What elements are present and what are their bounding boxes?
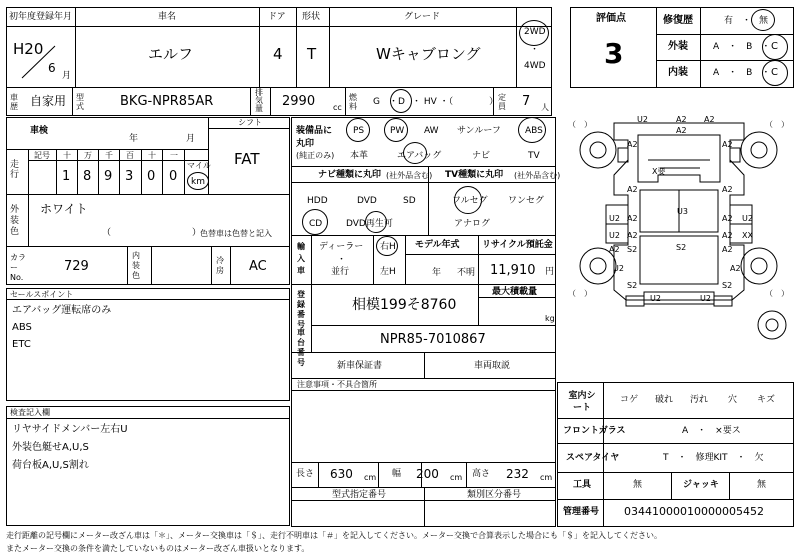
diag-mark-26: U2 [650, 294, 661, 303]
max-load-kg: kg [545, 314, 555, 323]
sales-point-label: セールスポイント [10, 290, 74, 299]
score-label: 評価点 [596, 13, 626, 24]
model-label: 型式 [76, 93, 84, 111]
diagram-paren-4: （ ） [765, 289, 789, 298]
warranty-manual: 車両取説 [474, 361, 511, 371]
diag-mark-20: A2 [609, 245, 620, 254]
import-parallel: 並行 [331, 267, 350, 277]
color-label: 外装色 [10, 205, 20, 237]
tv-label: TV種類に丸印 [445, 170, 504, 180]
mileage-digit-1: 1 [62, 169, 71, 184]
use-value: 自家用 [30, 94, 67, 108]
footer-note-1: 走行距離の記号欄にメーター改ざん車は「＊」、メーター交換車は「＄」、走行不明車は「＃」を記入してください。メーター交換で合算表示した場合にも「＄」を記入してください。 [6, 531, 662, 540]
diag-mark-18: A2 [722, 245, 733, 254]
recycle-value: 11,910 [490, 263, 536, 278]
interior-selected-circle [762, 60, 788, 86]
equip-airbag-circle [403, 142, 427, 164]
exterior-selected-circle [762, 34, 788, 60]
car-name-value: エルフ [148, 45, 194, 63]
import-label: 輸入車 [297, 242, 305, 275]
equip-aw: AW [424, 126, 439, 136]
grade-value: Wキャブロング [376, 45, 481, 63]
inspection-label: 車検 [30, 126, 49, 136]
diag-mark-5: A2 [627, 140, 638, 149]
first-reg-month-unit: 月 [62, 71, 72, 81]
interior-sheet-ana: 穴 [728, 395, 738, 405]
mileage-digit-4: 3 [125, 169, 134, 184]
capacity-unit: 人 [541, 103, 549, 112]
mileage-mile: マイル [187, 161, 211, 170]
fuel-d: D [398, 97, 405, 107]
shape-label: 形状 [302, 12, 321, 22]
displacement-value: 2990 [282, 94, 316, 109]
diag-mark-13: U2 [742, 214, 753, 223]
interior-sheet-kizu: キズ [757, 395, 775, 405]
exterior-options: A ・ B ・ [713, 42, 771, 52]
diag-mark-8: A2 [722, 185, 733, 194]
inspector-item-3: 荷台板A,U,S割れ [12, 460, 89, 471]
mileage-digit-label-6: 一 [170, 151, 178, 160]
car-name-label: 車名 [158, 12, 177, 22]
navi-dvd: DVD [357, 196, 377, 206]
navi-label: ナビ種類に丸印 [318, 170, 382, 180]
tv-analog: アナログ [454, 219, 491, 229]
exterior-label: 外装 [668, 41, 688, 52]
drive-4wd: 4WD [524, 61, 546, 71]
diagram-paren-3: （ ） [568, 289, 592, 298]
recycle-label: リサイクル預託金 [482, 240, 553, 250]
diag-mark-3: A2 [704, 115, 715, 124]
diag-mark-27: U2 [700, 294, 711, 303]
color-value: ホワイト [40, 202, 88, 216]
inspection-year: 年 [129, 134, 139, 144]
diag-mark-7: A2 [627, 185, 638, 194]
mileage-digit-label-4: 百 [126, 151, 134, 160]
fuel-selected-circle [390, 89, 412, 113]
ac-value: AC [249, 259, 267, 274]
doors-label: ドア [268, 12, 286, 22]
navi-sublabel: (社外品含む) [386, 171, 433, 180]
front-glass-value: A ・ ×要ス [682, 426, 741, 436]
diag-mark-16: A2 [722, 231, 733, 240]
warranty-new-car: 新車保証書 [337, 361, 383, 371]
diagram-paren-1: （ ） [568, 120, 592, 129]
interior-sheet-yogore: 汚れ [690, 395, 709, 405]
grade-label: グレード [404, 12, 441, 22]
equip-pw-circle [384, 118, 408, 142]
equip-ps-circle [346, 118, 370, 142]
diag-mark-2: A2 [676, 115, 687, 124]
navi-cd: CD [309, 219, 323, 229]
registration-value: 相模199そ8760 [352, 297, 457, 313]
equip-sunroof: サンルーフ [457, 126, 501, 136]
spare-tire-value: T ・ 修理KIT ・ 欠 [663, 453, 764, 463]
mileage-label: 走行 [10, 160, 20, 180]
repair-none: 無 [759, 16, 769, 26]
length-value: 630 [330, 467, 353, 481]
mileage-symbol-label: 記号 [34, 151, 50, 160]
interior-color-label: 内装色 [132, 251, 140, 280]
class-number-label: 類別区分番号 [467, 490, 522, 500]
tools-value: 無 [633, 480, 643, 490]
diag-mark-14: U2 [609, 231, 620, 240]
fuel-label: 燃料 [349, 93, 357, 111]
equip-abs: ABS [525, 126, 543, 136]
drive-separator: ・ [530, 45, 540, 55]
model-year-label: モデル年式 [415, 240, 460, 250]
diag-mark-28: X要 [652, 167, 666, 176]
inspector-label: 検査記入欄 [10, 408, 50, 417]
first-reg-label: 初年度登録年月 [9, 12, 73, 22]
color-note-paren: （ ） [102, 228, 202, 238]
width-label: 幅 [392, 469, 402, 479]
import-dealer: ディーラー [319, 242, 364, 252]
inspection-month: 月 [186, 134, 196, 144]
navi-dvd-play: DVD再生可 [346, 219, 393, 229]
first-reg-era: H20 [13, 40, 44, 58]
equipment-sublabel: (純正のみ) [296, 151, 335, 160]
type-number-label: 型式指定番号 [332, 490, 387, 500]
management-value: 03441000010000005452 [624, 505, 764, 518]
import-handle-left: 左H [380, 267, 396, 277]
shape-value: T [307, 45, 317, 63]
height-label: 高さ [472, 469, 491, 479]
navi-sd: SD [403, 196, 416, 206]
tv-oneseg: ワンセグ [508, 196, 545, 206]
width-value: 200 [416, 467, 439, 481]
mileage-digit-label-1: 十 [63, 151, 71, 160]
diag-mark-15: A2 [627, 231, 638, 240]
height-value: 232 [506, 467, 529, 481]
repair-label: 修復歴 [663, 15, 693, 26]
length-label: 長さ [296, 469, 315, 479]
model-value: BKG-NPR85AR [120, 94, 214, 109]
footer-note-2: またメーター交換の条件を満たしていないものはメーター改ざん車扱いとなります。 [6, 544, 310, 553]
color-note: 色替車は色替と記入 [200, 229, 272, 238]
drive-selected-circle [519, 20, 549, 46]
shift-value: FAT [234, 150, 260, 168]
equip-ps: PS [353, 126, 365, 136]
tv-fullseg: フルセグ [452, 196, 488, 206]
use-label: 車歴 [10, 93, 18, 111]
capacity-value: 7 [522, 94, 531, 109]
mileage-km-circle [187, 172, 209, 190]
spare-tire-label: スペアタイヤ [566, 453, 620, 463]
first-reg-month: 6 [48, 61, 56, 75]
tv-fullseg-circle [454, 186, 482, 214]
jack-value: 無 [757, 480, 767, 490]
navi-cd-circle [302, 209, 328, 235]
fuel-g: G ・ [373, 97, 398, 107]
interior-value: C [771, 67, 778, 78]
doors-value: 4 [273, 45, 283, 63]
diag-mark-11: A2 [627, 214, 638, 223]
registration-label: 登録番号 [297, 290, 305, 329]
width-cm: cm [450, 473, 463, 482]
import-handle-right: 右H [380, 242, 396, 252]
height-cm: cm [540, 473, 553, 482]
diag-mark-24: S2 [627, 281, 638, 290]
shift-label: シフト [238, 118, 262, 127]
inspector-item-1: リヤサイドメンバー左右U [12, 424, 128, 435]
mileage-km: km [191, 177, 205, 187]
chassis-label: 車台番号 [297, 328, 305, 367]
sales-point-item-2: ABS [12, 322, 32, 333]
tv-sublabel: (社外品含む) [514, 171, 561, 180]
jack-label: ジャッキ [683, 480, 719, 490]
sales-point-item-3: ETC [12, 339, 31, 350]
diag-mark-10: U2 [609, 214, 620, 223]
sales-point-item-1: エアバッグ運転席のみ [12, 305, 112, 316]
mileage-digit-label-5: 十 [148, 151, 156, 160]
mileage-digit-5: 0 [147, 169, 156, 184]
equip-abs-circle [518, 117, 546, 143]
interior-options: A ・ B ・ [713, 68, 771, 78]
drive-2wd: 2WD [524, 27, 546, 37]
color-no-label: カラーNo. [10, 253, 26, 282]
tools-label: 工具 [573, 480, 592, 490]
diag-mark-25: S2 [722, 281, 733, 290]
diagram-paren-2: （ ） [765, 120, 789, 129]
diag-mark-21: S2 [676, 243, 687, 252]
exterior-value: C [771, 41, 778, 52]
equip-airbag: エアバッグ [397, 151, 442, 161]
recycle-yen: 円 [545, 267, 555, 277]
interior-label: 内装 [668, 67, 688, 78]
max-load-label: 最大積載量 [492, 287, 538, 297]
ac-label: 冷房 [216, 256, 224, 275]
score-value: 3 [604, 37, 624, 70]
diag-mark-22: U2 [613, 264, 624, 273]
diag-mark-12: A2 [722, 214, 733, 223]
management-label: 管理番号 [563, 507, 600, 517]
navi-dvd-play-circle [365, 211, 387, 233]
interior-sheet-label: 室内シート [568, 391, 596, 413]
notes-label: 注意事項・不具合箇所 [297, 380, 377, 389]
diag-mark-17: S2 [627, 245, 638, 254]
interior-sheet-yabure: 破れ [655, 395, 674, 405]
diag-mark-23: A2 [730, 264, 741, 273]
chassis-value: NPR85-7010867 [380, 332, 486, 347]
import-dot: ・ [337, 255, 347, 265]
diag-mark-4: A2 [676, 126, 687, 135]
diag-mark-19: XX [742, 231, 753, 240]
repair-selected-circle [751, 9, 775, 31]
diag-mark-1: U2 [637, 115, 648, 124]
model-year-year: 年 [432, 268, 442, 278]
import-handle-right-circle [376, 236, 398, 256]
equip-navi: ナビ [472, 151, 491, 161]
inspector-item-2: 外装色艇せA,U,S [12, 442, 89, 453]
navi-hdd: HDD [307, 196, 328, 206]
equip-leather: 本革 [350, 151, 369, 161]
interior-sheet-koge: コゲ [620, 395, 639, 405]
mileage-digit-2: 8 [83, 169, 92, 184]
equip-tv: TV [528, 151, 540, 161]
length-cm: cm [364, 473, 377, 482]
mileage-digit-6: 0 [169, 169, 178, 184]
cc-unit: cc [333, 103, 342, 112]
mileage-digit-label-3: 千 [105, 151, 113, 160]
mileage-digit-label-2: 万 [84, 151, 92, 160]
diag-mark-6: A2 [722, 140, 733, 149]
front-glass-label: フロントガラス [563, 426, 626, 436]
color-no-value: 729 [64, 259, 89, 274]
capacity-label: 定員 [498, 93, 506, 111]
repair-options: 有 ・ [724, 16, 752, 26]
displacement-label: 排気量 [255, 88, 263, 113]
model-year-unknown: 不明 [457, 268, 476, 278]
equipment-label: 装備品に丸印 [296, 126, 333, 149]
mileage-digit-3: 9 [104, 169, 113, 184]
equip-pw: PW [390, 126, 405, 136]
fuel-hv: ・ HV ・（ ） [412, 97, 499, 107]
diag-mark-9: U3 [677, 207, 688, 216]
